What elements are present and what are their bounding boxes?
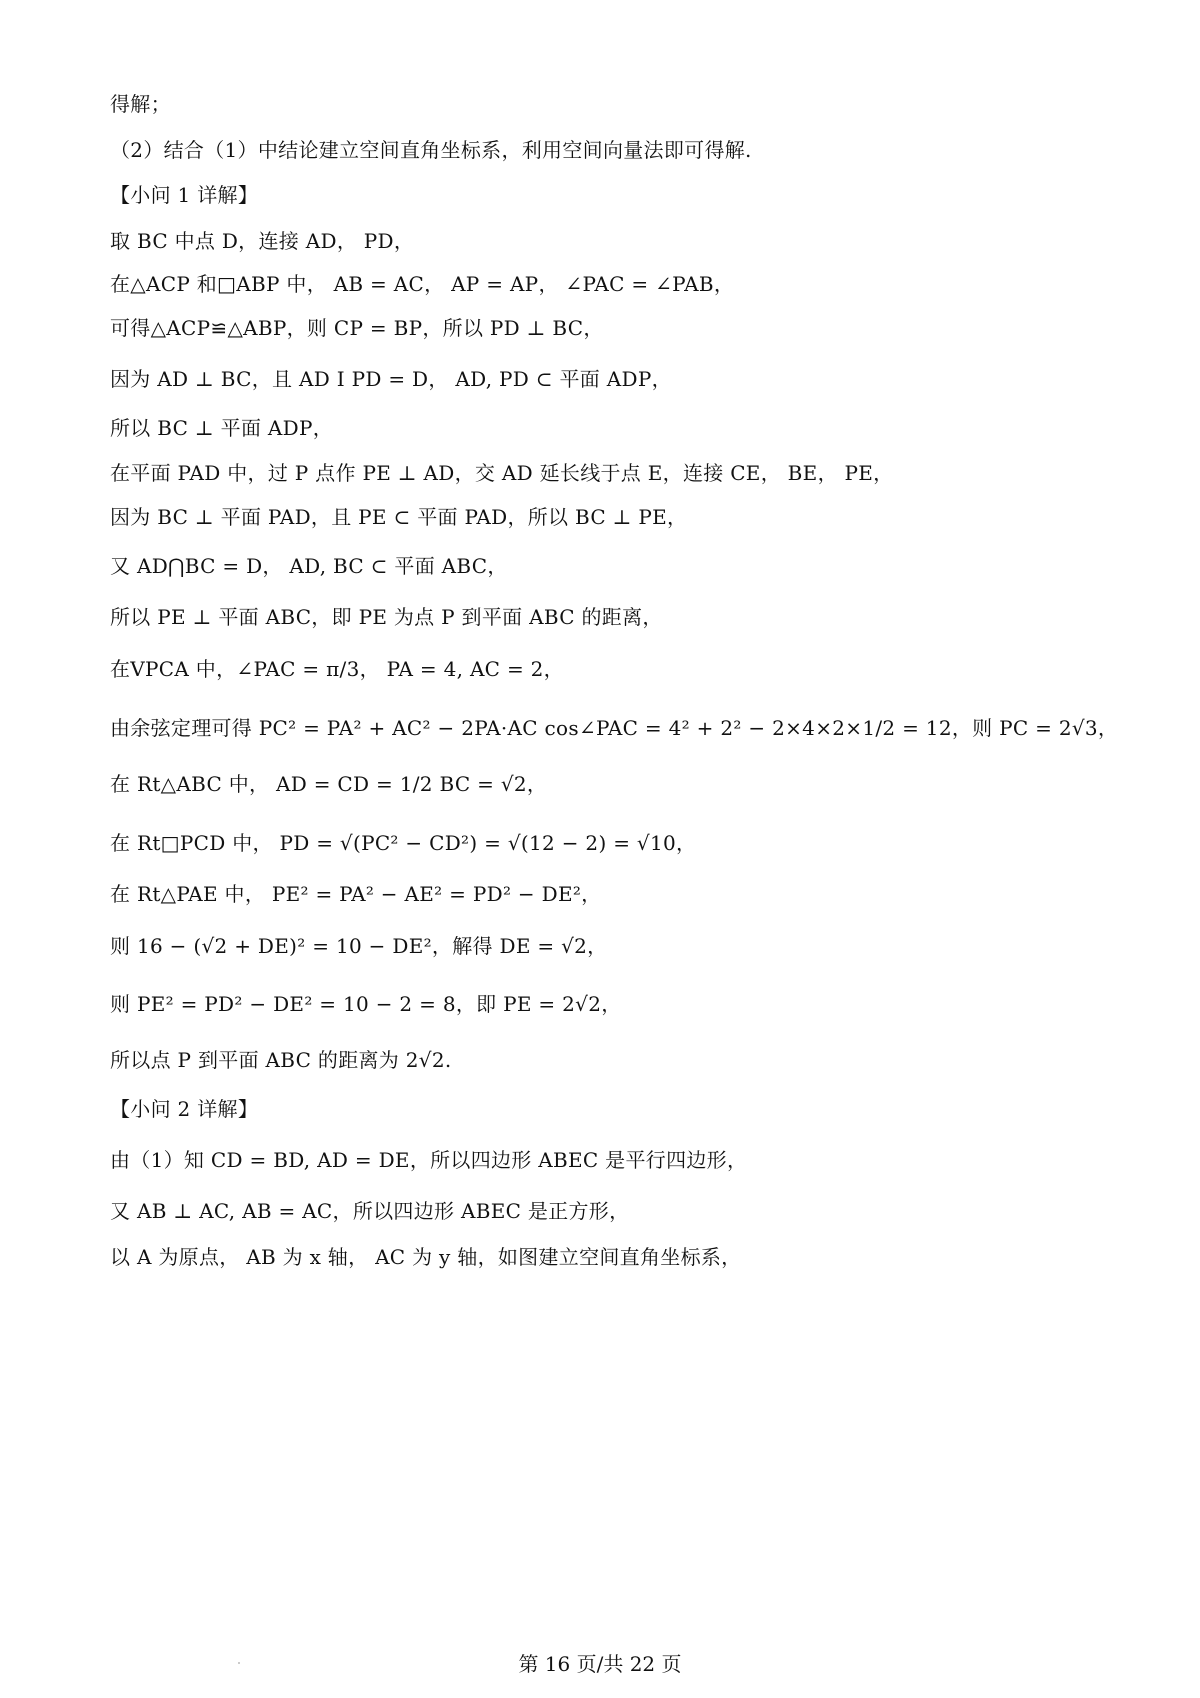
text-line: 以 A 为原点， AB 为 x 轴， AC 为 y 轴，如图建立空间直角坐标系， [110,1245,742,1269]
text-line: 得解； [110,92,171,116]
text-line: 由余弦定理可得 PC² = PA² + AC² − 2PA·AC cos∠PAC = 4² + 2² − 2×4×2×1/2 = 12，则 PC = 2√3， [110,716,1119,740]
text-line: 在 Rt△ABC 中， AD = CD = 1/2 BC = √2， [110,772,548,796]
text-line: 所以 PE ⊥ 平面 ABC，即 PE 为点 P 到平面 ABC 的距离， [110,605,663,629]
text-line: 因为 BC ⊥ 平面 PAD，且 PE ⊂ 平面 PAD，所以 BC ⊥ PE， [110,505,688,529]
text-line: 在 Rt□PCD 中， PD = √(PC² − CD²) = √(12 − 2) = √10， [110,831,697,855]
text-line: 取 BC 中点 D，连接 AD， PD， [110,229,415,253]
text-line: 由（1）知 CD = BD, AD = DE，所以四边形 ABEC 是平行四边形， [110,1148,748,1172]
text-line: 在 Rt△PAE 中， PE² = PA² − AE² = PD² − DE²， [110,882,602,906]
text-line: 则 PE² = PD² − DE² = 10 − 2 = 8，即 PE = 2√2， [110,992,622,1016]
text-line: 则 16 − (√2 + DE)² = 10 − DE²，解得 DE = √2， [110,934,608,958]
text-line: 在△ACP 和□ABP 中， AB = AC， AP = AP， ∠PAC = ∠PAB， [110,272,735,296]
section-heading: 【小问 1 详解】 [110,183,259,207]
text-line: 因为 AD ⊥ BC，且 AD I PD = D， AD, PD ⊂ 平面 ADP， [110,367,672,391]
text-line: （2）结合（1）中结论建立空间直角坐标系，利用空间向量法即可得解. [110,138,752,162]
text-line: 可得△ACP≌△ABP，则 CP = BP，所以 PD ⊥ BC， [110,316,604,340]
text-line: 又 AD⋂BC = D， AD, BC ⊂ 平面 ABC， [110,554,508,578]
section-heading: 【小问 2 详解】 [110,1097,259,1121]
text-line: 所以 BC ⊥ 平面 ADP， [110,416,334,440]
text-line: 又 AB ⊥ AC, AB = AC，所以四边形 ABEC 是正方形， [110,1199,630,1223]
text-line: 在平面 PAD 中，过 P 点作 PE ⊥ AD，交 AD 延长线于点 E，连接 CE， BE， PE， [110,461,894,485]
text-line: 所以点 P 到平面 ABC 的距离为 2√2. [110,1048,452,1072]
page-number-footer: 第 16 页/共 22 页 [518,1652,682,1676]
text-line: 在VPCA 中，∠PAC = π/3， PA = 4, AC = 2， [110,657,564,681]
